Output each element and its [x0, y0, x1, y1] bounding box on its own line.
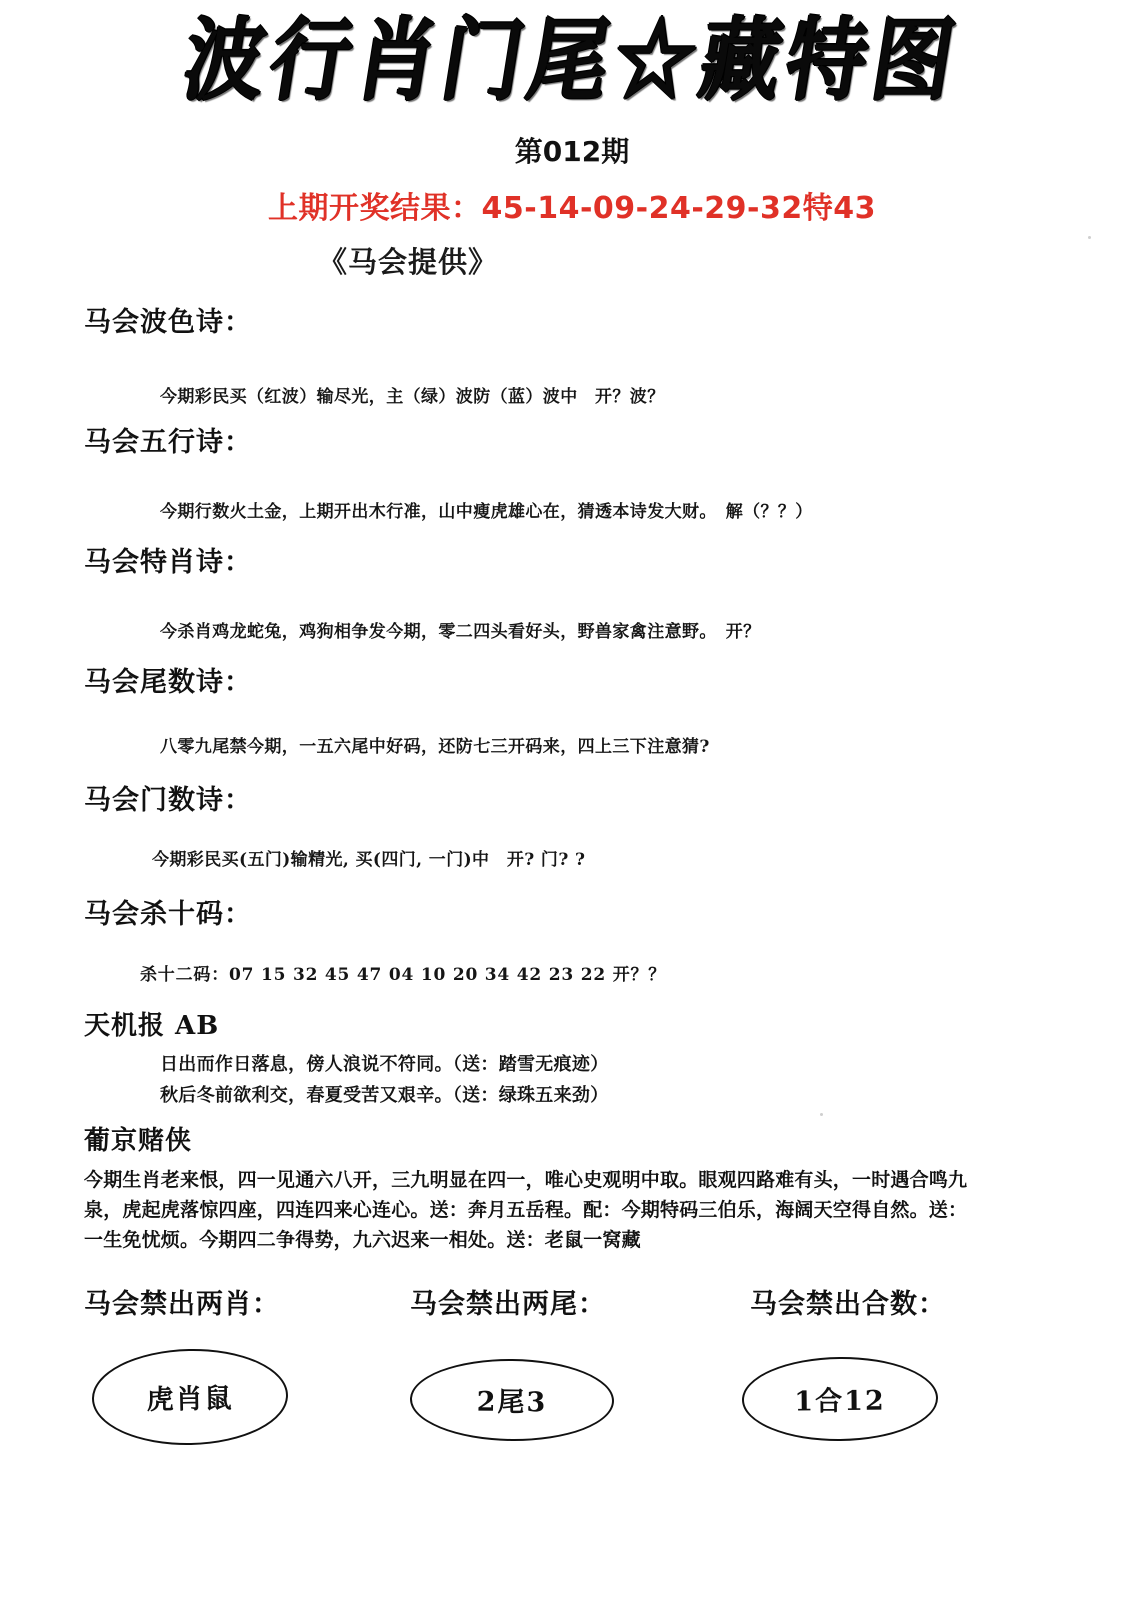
scan-speck [1088, 236, 1091, 239]
ban-oval-row [0, 1345, 1144, 1455]
section-label-wuxing: 马会五行诗： [84, 427, 252, 458]
section-body-menshu: 今期彩民买(五门)输精光, 买(四门, 一门)中 开? 门? ? [152, 850, 586, 870]
pujing-line-2: 泉，虎起虎落惊四座，四连四来心连心。送：奔月五岳程。配：今期特码三伯乐，海阔天空得自然。送： [84, 1199, 968, 1221]
ban-oval-heshu [742, 1356, 939, 1442]
ban-label-wei: 马会禁出两尾： [410, 1289, 606, 1320]
ban-oval-wei [410, 1358, 615, 1442]
section-body-texiao: 今杀肖鸡龙蛇兔，鸡狗相争发今期，零二四头看好头，野兽家禽注意野。 开？ [160, 622, 761, 642]
masthead [0, 7, 1144, 113]
section-label-bose: 马会波色诗： [84, 307, 252, 338]
ban-value-wei: 2尾3 [476, 1386, 548, 1418]
issue-number: 第012期 [514, 135, 630, 168]
section-body-bose: 今期彩民买（红波）输尽光，主（绿）波防（蓝）波中 开？波？ [160, 387, 665, 407]
ban-label-row [0, 1282, 1144, 1342]
ban-value-heshu: 1合12 [794, 1385, 886, 1417]
ban-value-xiao: 虎肖鼠 [146, 1382, 234, 1416]
section-label-texiao: 马会特肖诗： [84, 547, 252, 578]
pujing-line-1: 今期生肖老来恨，四一见通六八开，三九明显在四一，唯心史观明中取。眼观四路难有头，一时遇合鸣九 [84, 1169, 968, 1191]
last-draw-result: 上期开奖结果：45-14-09-24-29-32特43 [268, 191, 876, 226]
pujing-line-3: 一生免忧烦。今期四二争得势，九六迟来一相处。送：老鼠一窝藏 [84, 1229, 641, 1251]
section-label-weishu: 马会尾数诗： [84, 667, 252, 698]
tianji-line-1: 日出而作日落息，傍人浪说不符同。（送：踏雪无痕迹） [160, 1054, 609, 1075]
section-body-weishu: 八零九尾禁今期，一五六尾中好码，还防七三开码来，四上三下注意猜? [160, 737, 710, 757]
scan-speck [820, 1113, 823, 1116]
section-label-menshu: 马会门数诗： [84, 785, 252, 816]
ban-label-heshu: 马会禁出合数： [750, 1289, 946, 1320]
section-body-wuxing: 今期行数火土金，上期开出木行准，山中瘦虎雄心在，猜透本诗发大财。 解（？？） [160, 502, 813, 522]
tianji-label: 天机报 AB [84, 1011, 220, 1041]
source-attribution: 《马会提供》 [318, 245, 499, 279]
section-label-shashima: 马会杀十码： [84, 899, 252, 930]
ban-oval-xiao [91, 1347, 289, 1447]
ban-label-xiao: 马会禁出两肖： [84, 1289, 280, 1320]
tianji-line-2: 秋后冬前欲利交，春夏受苦又艰辛。（送：绿珠五来劲） [160, 1085, 609, 1106]
page-title: 波行肖门尾☆藏特图 [176, 7, 968, 113]
pujing-label: 葡京赌侠 [84, 1126, 193, 1156]
section-body-shashima: 杀十二码：07 15 32 45 47 04 10 20 34 42 23 22 开？？ [140, 965, 667, 985]
